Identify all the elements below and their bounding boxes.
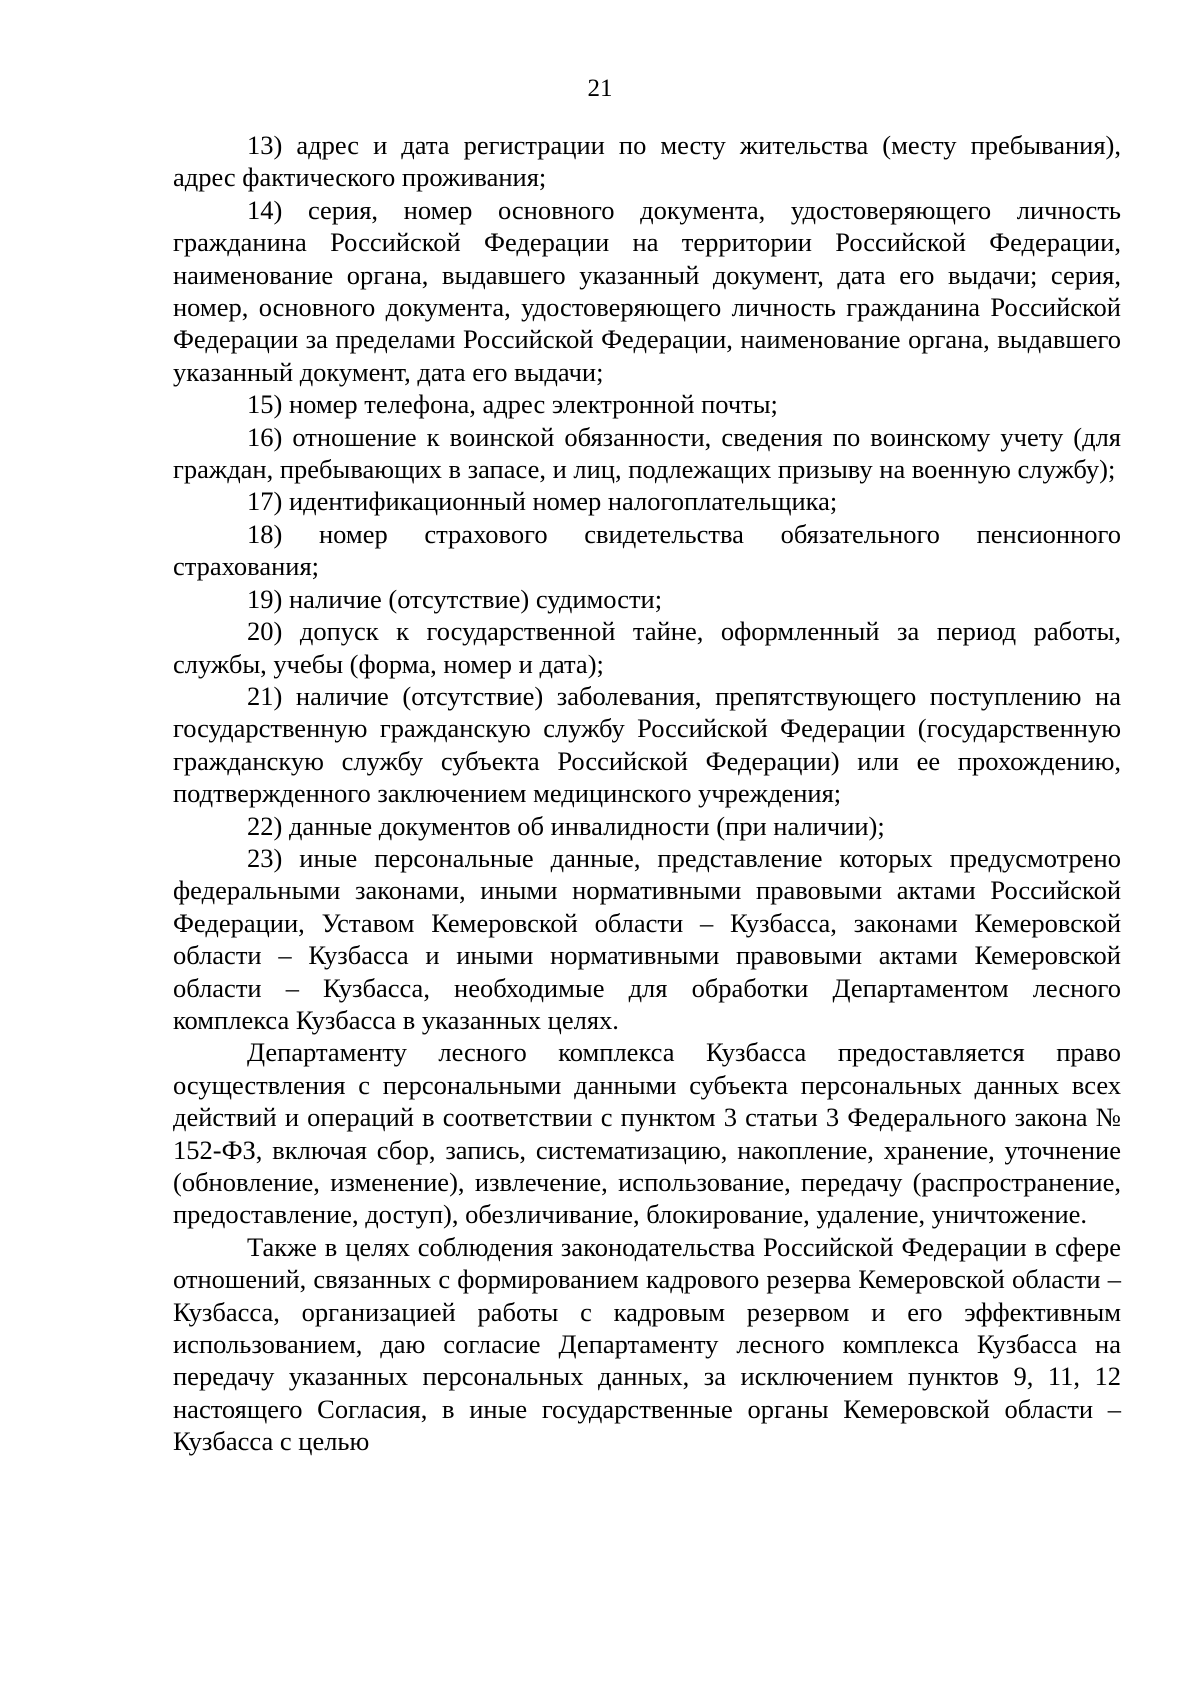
paragraph-item-17: 17) идентификационный номер налогоплательщика; xyxy=(247,486,838,517)
paragraph-item-21: 21) наличие (отсутствие) заболевания, препятствующего поступлению на государственную гражданскую службу Российской Федерации (государственную гражданскую службу субъекта Российской Федерации) или ее прохождению, подтвержденного заключением медицинского учреждения; xyxy=(173,680,1121,809)
paragraph-processing-rights: Департаменту лесного комплекса Кузбасса предоставляется право осуществления с персональными данными субъекта персональных данных всех действий и операций в соответствии с пунктом 3 статьи 3 Федерального закона № 152-ФЗ, включая сбор, запись, систематизацию, накопление, хранение, уточнение (обновление, изменение), извлечение, использование, передачу (распространение, предоставление, доступ), обезличивание, блокирование, удаление, уничтожение. xyxy=(173,1037,1121,1230)
paragraph-item-23: 23) иные персональные данные, представление которых предусмотрено федеральными законами, иными нормативными правовыми актами Российской Федерации, Уставом Кемеровской области – Кузбасса, законами Кемеровской области – Кузбасса и иными нормативными правовыми актами Кемеровской области – Кузбасса, необходимые для обработки Департаментом лесного комплекса Кузбасса в указанных целях. xyxy=(173,842,1121,1035)
paragraph-item-18: 18) номер страхового свидетельства обязательного пенсионного страхования; xyxy=(173,518,1121,582)
paragraph-item-15: 15) номер телефона, адрес электронной почты; xyxy=(247,389,778,420)
paragraph-item-14: 14) серия, номер основного документа, удостоверяющего личность гражданина Российской Федерации на территории Российской Федерации, наименование органа, выдавшего указанный документ, дата его выдачи; серия, номер, основного документа, удостоверяющего личность гражданина Российской Федерации за пределами Российской Федерации, наименование органа, выдавшего указанный документ, дата его выдачи; xyxy=(173,194,1121,387)
paragraph-item-16: 16) отношение к воинской обязанности, сведения по воинскому учету (для граждан, пребывающих в запасе, и лиц, подлежащих призыву на военную службу); xyxy=(173,421,1121,485)
page-number: 21 xyxy=(587,75,613,102)
paragraph-item-20: 20) допуск к государственной тайне, оформленный за период работы, службы, учебы (форма, номер и дата); xyxy=(173,616,1121,679)
paragraph-item-22: 22) данные документов об инвалидности (при наличии); xyxy=(247,810,885,841)
paragraph-consent-transfer: Также в целях соблюдения законодательства Российской Федерации в сфере отношений, связанных с формированием кадрового резерва Кемеровской области – Кузбасса, организацией работы с кадровым резервом и его эффективным использованием, даю согласие Департаменту лесного комплекса Кузбасса на передачу указанных персональных данных, за исключением пунктов 9, 11, 12 настоящего Согласия, в иные государственные органы Кемеровской области – Кузбасса с целью xyxy=(173,1231,1121,1457)
document-body xyxy=(173,129,1121,1458)
paragraph-item-19: 19) наличие (отсутствие) судимости; xyxy=(247,583,663,614)
paragraph-item-13: 13) адрес и дата регистрации по месту жительства (месту пребывания), адрес фактического проживания; xyxy=(173,130,1121,193)
